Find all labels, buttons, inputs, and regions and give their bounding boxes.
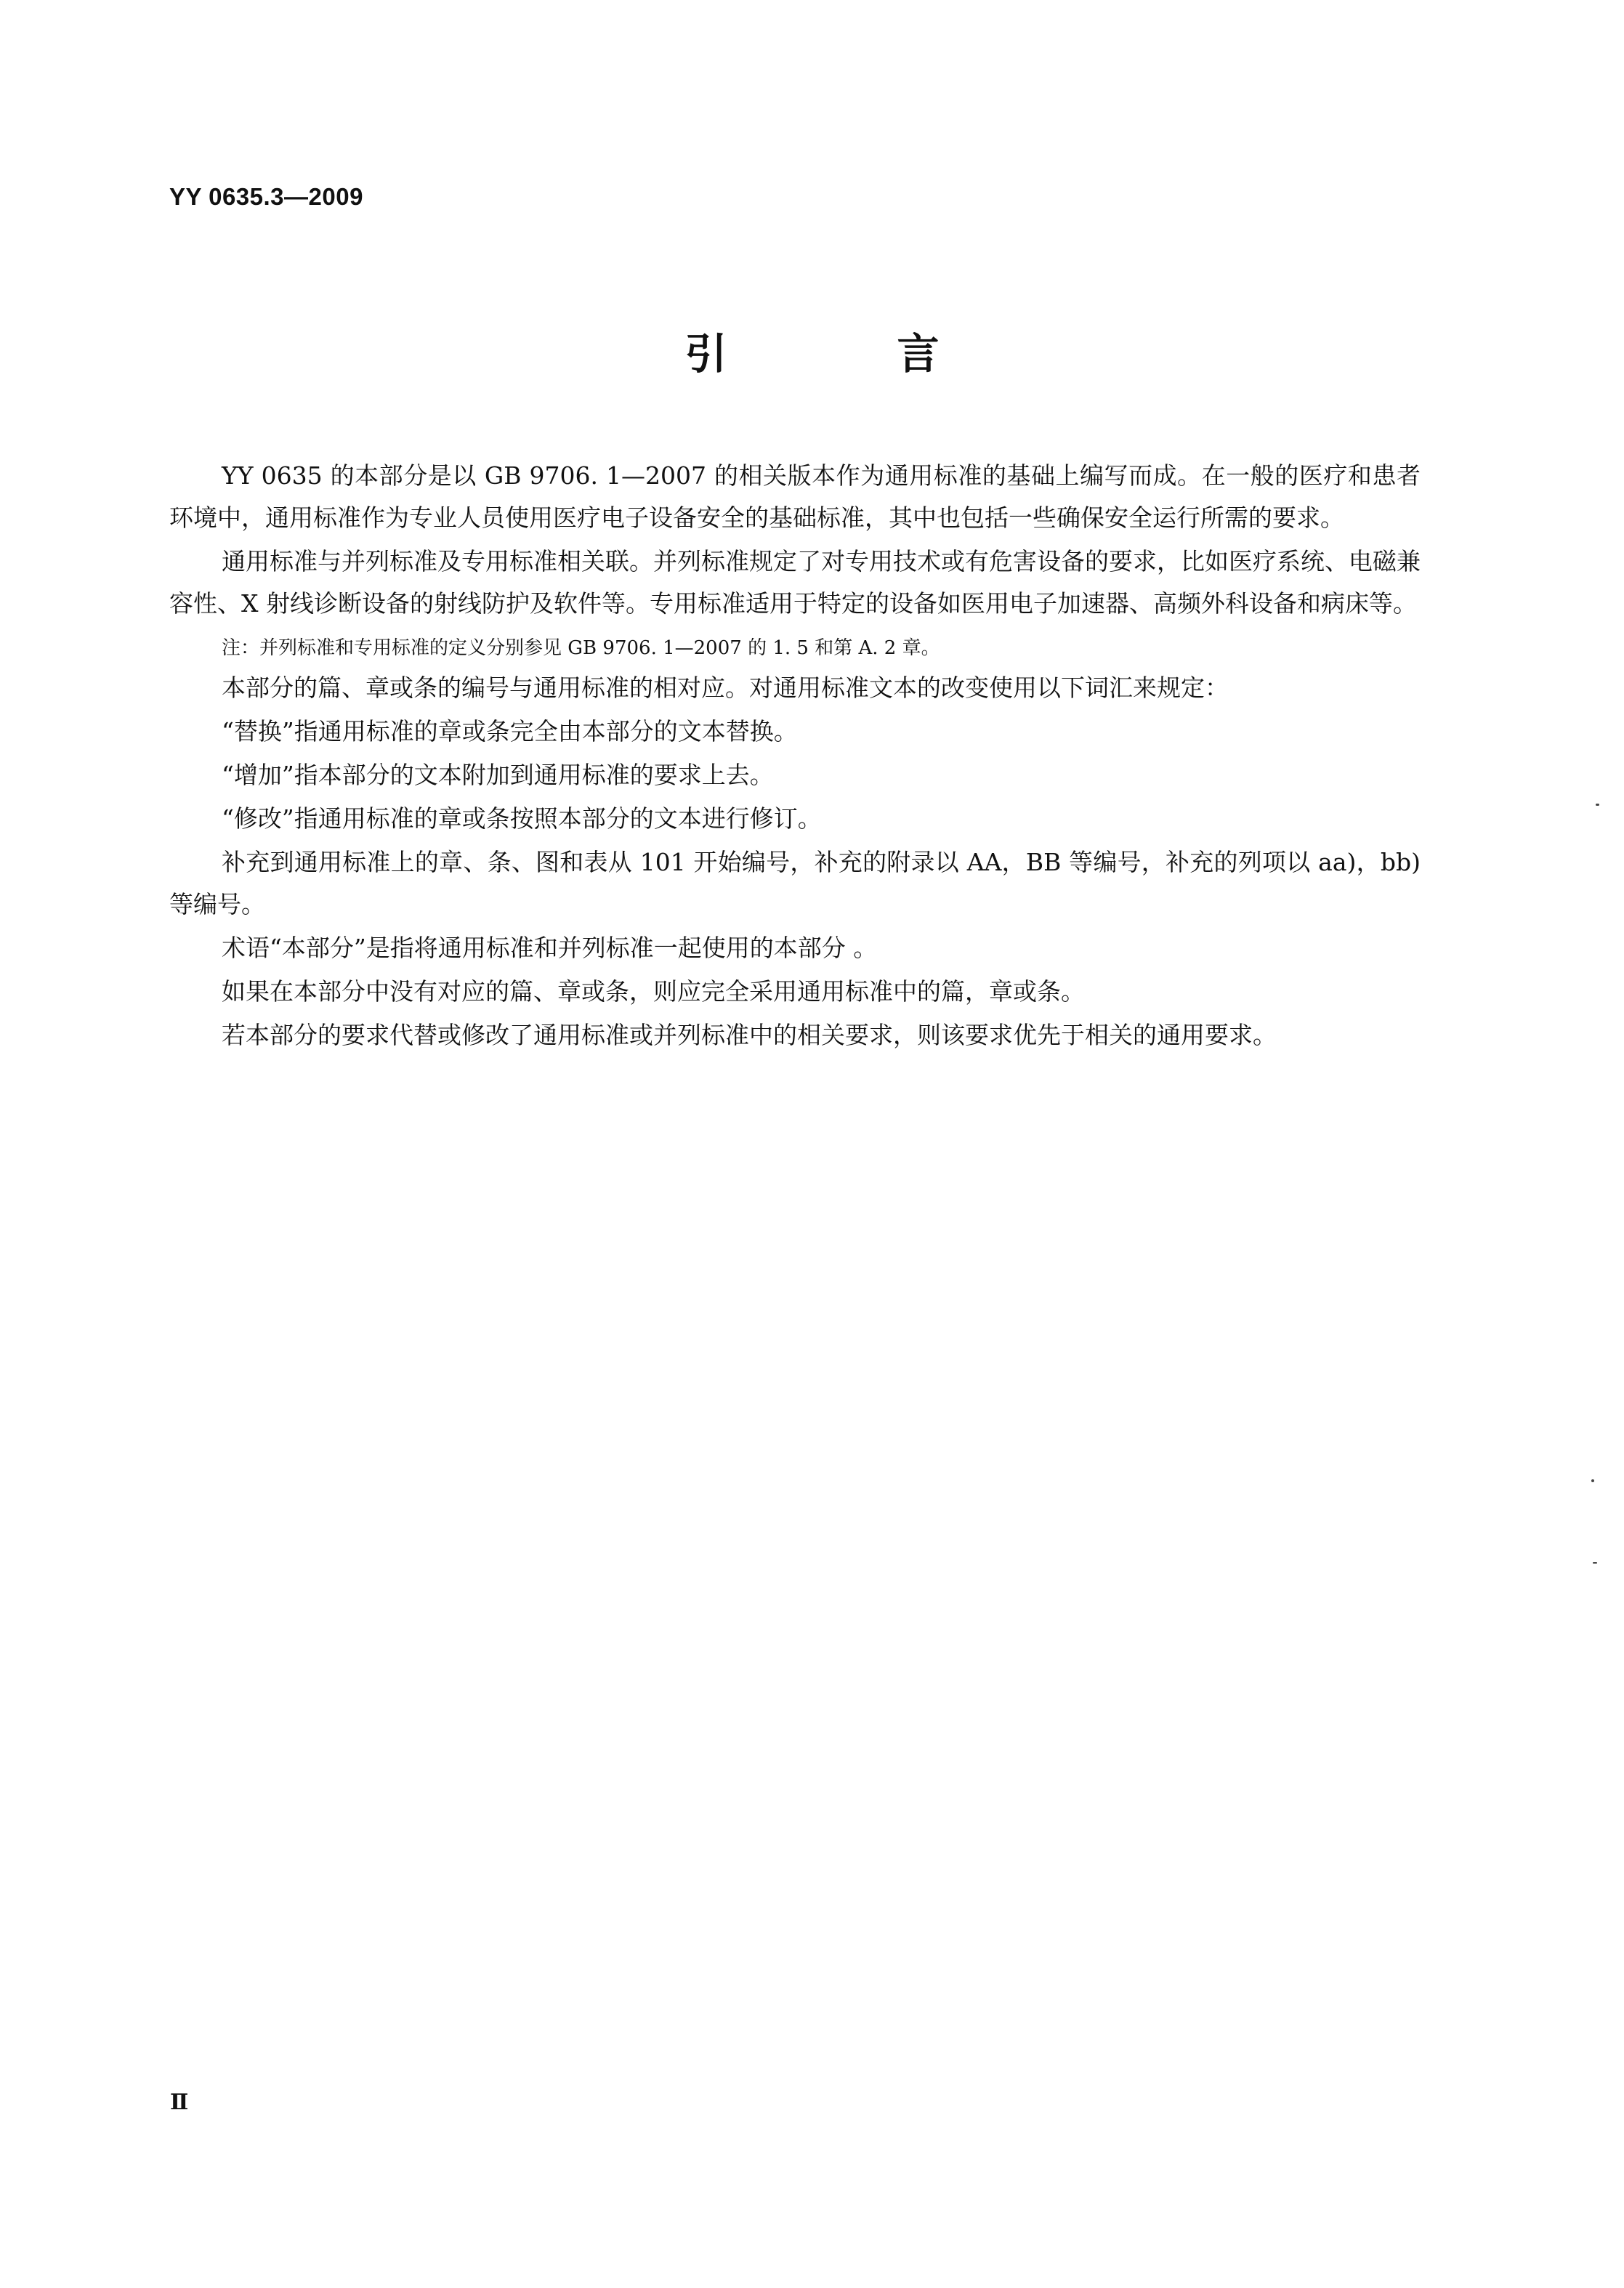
note-definitions: 注：并列标准和专用标准的定义分别参见 GB 9706. 1—2007 的 1. 5 和第 A. 2 章。 [222, 637, 940, 659]
page-title: 引 言 [684, 329, 1003, 379]
paragraph-term: 术语“本部分”是指将通用标准和并列标准一起使用的本部分 。 [222, 934, 878, 962]
scan-speck [1591, 1479, 1594, 1482]
scan-speck [1596, 804, 1599, 806]
scan-speck [1593, 1562, 1597, 1564]
page-number: Ⅱ [170, 2090, 189, 2114]
paragraph-standards-relation: 通用标准与并列标准及专用标准相关联。并列标准规定了对专用技术或有危害设备的要求，比如医疗系统、电磁兼容性、X 射线诊断设备的射线防护及软件等。专用标准适用于特定的设备如医用电子加速器、高频外科设备和病床等。 [169, 547, 1421, 618]
paragraph-fallback: 如果在本部分中没有对应的篇、章或条，则应完全采用通用标准中的篇，章或条。 [222, 977, 1085, 1006]
paragraph-replace: “替换”指通用标准的章或条完全由本部分的文本替换。 [222, 717, 798, 745]
paragraph-intro: YY 0635 的本部分是以 GB 9706. 1—2007 的相关版本作为通用标准的基础上编写而成。在一般的医疗和患者环境中，通用标准作为专业人员使用医疗电子设备安全的基础标准，其中也包括一些确保安全运行所需的要求。 [169, 461, 1421, 532]
paragraph-add: “增加”指本部分的文本附加到通用标准的要求上去。 [222, 761, 774, 789]
body-text [169, 455, 1421, 1056]
paragraph-supplement: 补充到通用标准上的章、条、图和表从 101 开始编号，补充的附录以 AA，BB 等编号，补充的列项以 aa)，bb)等编号。 [169, 848, 1421, 918]
paragraph-modify: “修改”指通用标准的章或条按照本部分的文本进行修订。 [222, 804, 822, 833]
paragraph-priority: 若本部分的要求代替或修改了通用标准或并列标准中的相关要求，则该要求优先于相关的通用要求。 [222, 1021, 1277, 1049]
paragraph-numbering: 本部分的篇、章或条的编号与通用标准的相对应。对通用标准文本的改变使用以下词汇来规定： [222, 674, 1229, 702]
standard-code: YY 0635.3—2009 [169, 183, 363, 210]
